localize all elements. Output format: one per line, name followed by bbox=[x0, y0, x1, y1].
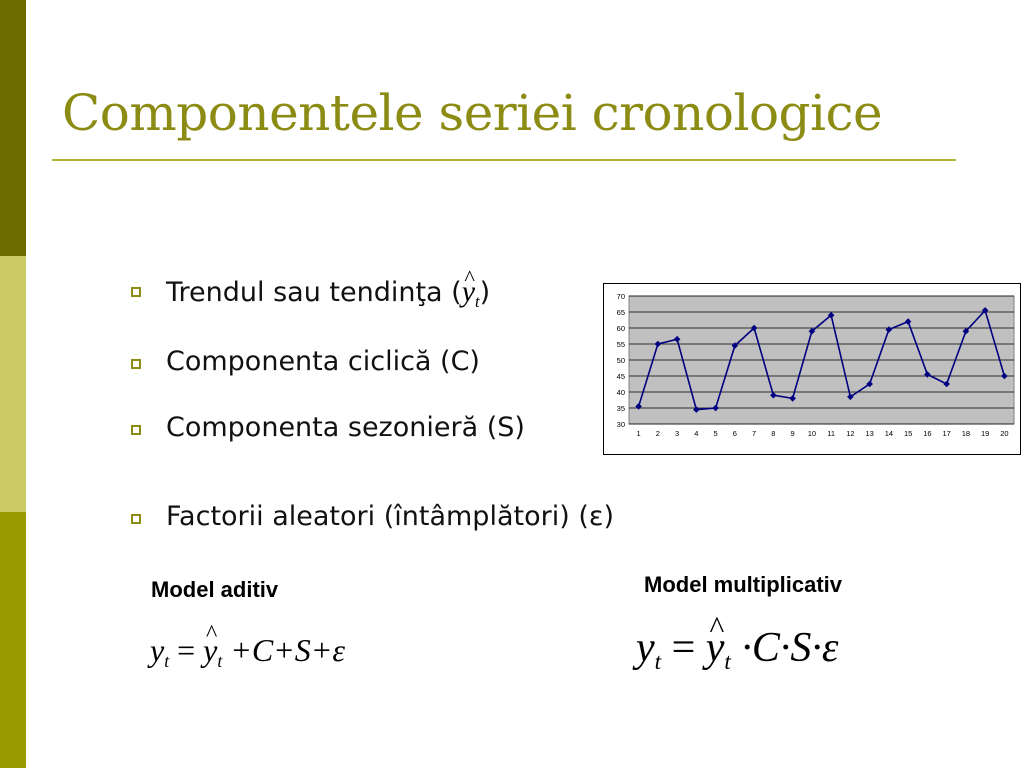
x-tick-label: 17 bbox=[942, 429, 951, 438]
x-tick-label: 10 bbox=[807, 429, 817, 438]
x-tick-label: 20 bbox=[1000, 429, 1009, 438]
x-tick-label: 3 bbox=[675, 429, 680, 438]
bullet-seasonal: Componenta sezonieră (S) bbox=[166, 412, 525, 443]
chart-svg bbox=[604, 284, 1020, 454]
title-underline bbox=[52, 159, 956, 161]
x-tick-label: 14 bbox=[884, 429, 894, 438]
y-tick-label: 55 bbox=[616, 340, 625, 349]
time-series-chart bbox=[603, 283, 1021, 455]
x-tick-label: 19 bbox=[980, 429, 990, 438]
x-tick-label: 6 bbox=[732, 429, 737, 438]
bullet-cyclic: Componenta ciclică (C) bbox=[166, 346, 480, 377]
bullet-random: Factorii aleatori (întâmplători) (ε) bbox=[166, 501, 614, 532]
x-tick-label: 9 bbox=[790, 429, 795, 438]
decor-bar-bottom bbox=[0, 512, 26, 768]
y-tick-label: 35 bbox=[616, 404, 625, 413]
x-tick-label: 11 bbox=[827, 429, 836, 438]
bullet-marker bbox=[131, 514, 141, 524]
x-tick-label: 18 bbox=[961, 429, 971, 438]
x-tick-label: 4 bbox=[694, 429, 699, 438]
y-tick-label: 40 bbox=[616, 388, 625, 397]
bullet-marker bbox=[131, 359, 141, 369]
y-tick-label: 45 bbox=[616, 372, 625, 381]
x-tick-label: 5 bbox=[713, 429, 718, 438]
y-tick-label: 65 bbox=[616, 308, 625, 317]
x-tick-label: 13 bbox=[865, 429, 874, 438]
y-tick-label: 50 bbox=[616, 356, 625, 365]
bullet-marker bbox=[131, 425, 141, 435]
bullet-marker bbox=[131, 287, 141, 297]
x-tick-label: 16 bbox=[923, 429, 932, 438]
bullet-trend: Trendul sau tendinţa (^ $y_t$) bbox=[166, 275, 490, 312]
x-tick-label: 2 bbox=[655, 429, 660, 438]
x-tick-label: 8 bbox=[771, 429, 776, 438]
x-tick-label: 12 bbox=[846, 429, 855, 438]
slide-title: Componentele seriei cronologice bbox=[62, 84, 883, 142]
y-tick-label: 70 bbox=[616, 292, 625, 301]
y-tick-label: 30 bbox=[616, 420, 625, 429]
bullet-trend-text: Trendul sau tendinţa ( bbox=[166, 277, 462, 308]
decor-bar-middle bbox=[0, 256, 26, 512]
formula-multiplicative: $y_t$ = ^ $y_t \cdot C\cdot S\cdot\varepsilon$ bbox=[636, 624, 838, 675]
model-additive-label: Model aditiv bbox=[151, 577, 279, 602]
x-tick-label: 15 bbox=[903, 429, 913, 438]
formula-additive: $y_t$ = ^ $y_t +C+S+\varepsilon$ bbox=[150, 632, 345, 672]
x-tick-label: 1 bbox=[636, 429, 641, 438]
model-multiplicative-label: Model multiplicativ bbox=[644, 572, 843, 597]
y-tick-label: 60 bbox=[616, 324, 625, 333]
x-tick-label: 7 bbox=[752, 429, 757, 438]
decor-bar-top bbox=[0, 0, 26, 256]
trend-symbol: ^ y bbox=[462, 275, 475, 309]
